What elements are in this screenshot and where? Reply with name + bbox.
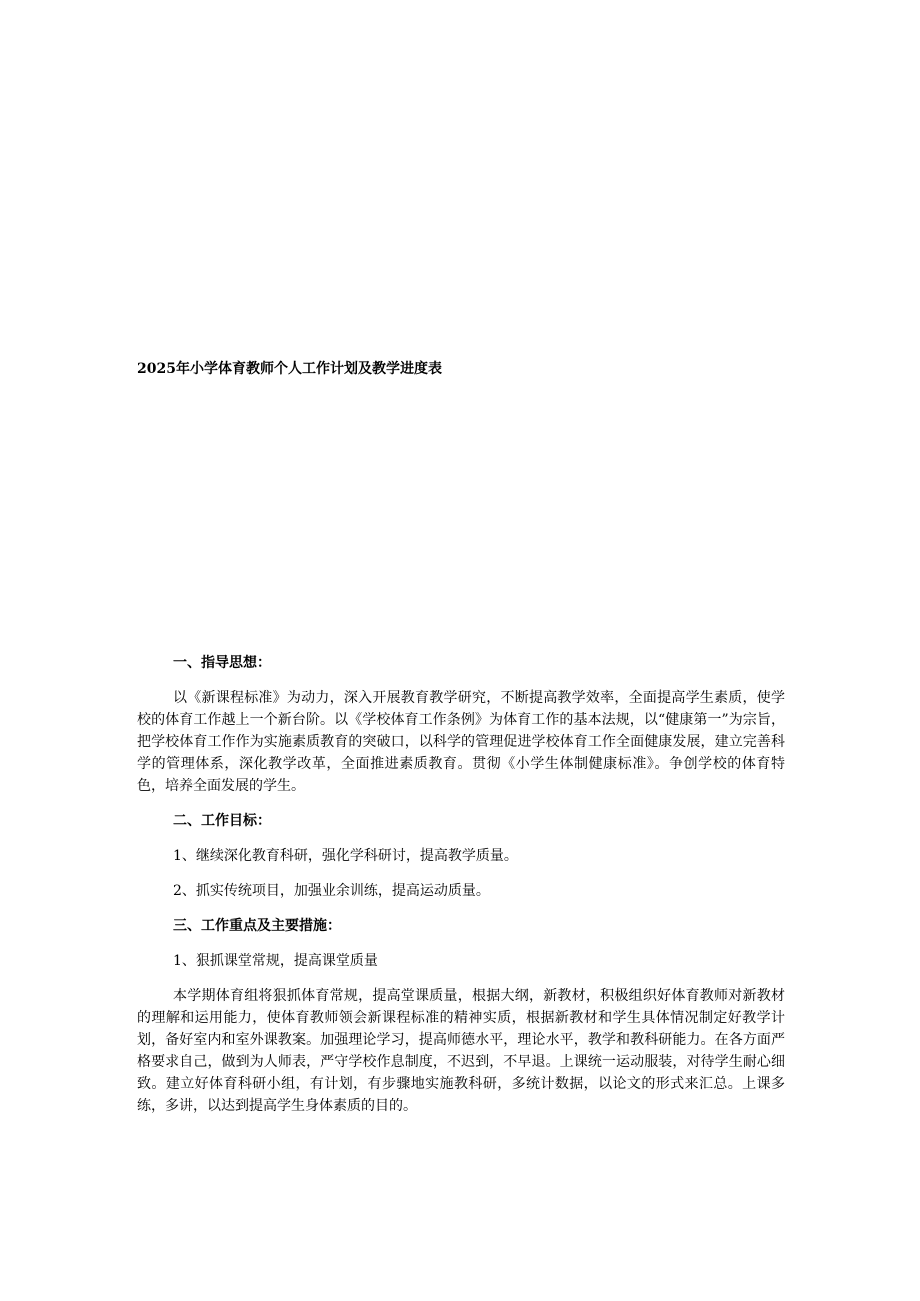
- section-heading-measures: 三、工作重点及主要措施：: [173, 918, 341, 934]
- document-title: 2025年小学体育教师个人工作计划及教学进度表: [137, 361, 442, 377]
- section-heading-guiding: 一、指导思想：: [173, 655, 271, 671]
- measures-paragraph: 本学期体育组将狠抓体育常规，提高堂课质量，根据大纲，新教材，积极组织好体育教师对新教材的理解和运用能力，使体育教师领会新课程标准的精神实质，根据新教材和学生具体情况制定好教学计划，备好室内和室外课教案。加强理论学习，提高师德水平，理论水平，教学和教科研能力。在各方面严格要求自己，做到为人师表，严守学校作息制度，不迟到，不早退。上课统一运动服装，对待学生耐心细致。建立好体育科研小组，有计划，有步骤地实施教科研，多统计数据，以论文的形式来汇总。上课多练，多讲，以达到提高学生身体素质的目的。: [137, 988, 785, 1114]
- document-body: [137, 652, 785, 1130]
- section-heading-goals: 二、工作目标：: [173, 813, 271, 829]
- goal-item-1: 1、继续深化教育科研，强化学科研讨，提高教学质量。: [173, 848, 518, 864]
- goal-item-2: 2、抓实传统项目，加强业余训练，提高运动质量。: [173, 883, 490, 899]
- measure-item-1: 1、狠抓课堂常规，提高课堂质量: [173, 953, 378, 969]
- guiding-paragraph: 以《新课程标准》为动力，深入开展教育教学研究，不断提高教学效率，全面提高学生素质，使学校的体育工作越上一个新台阶。以《学校体育工作条例》为体育工作的基本法规，以“健康第一”为宗旨，把学校体育工作作为实施素质教育的突破口，以科学的管理促进学校体育工作全面健康发展，建立完善科学的管理体系，深化教学改革，全面推进素质教育。贯彻《小学生体制健康标准》。争创学校的体育特色，培养全面发展的学生。: [137, 690, 785, 794]
